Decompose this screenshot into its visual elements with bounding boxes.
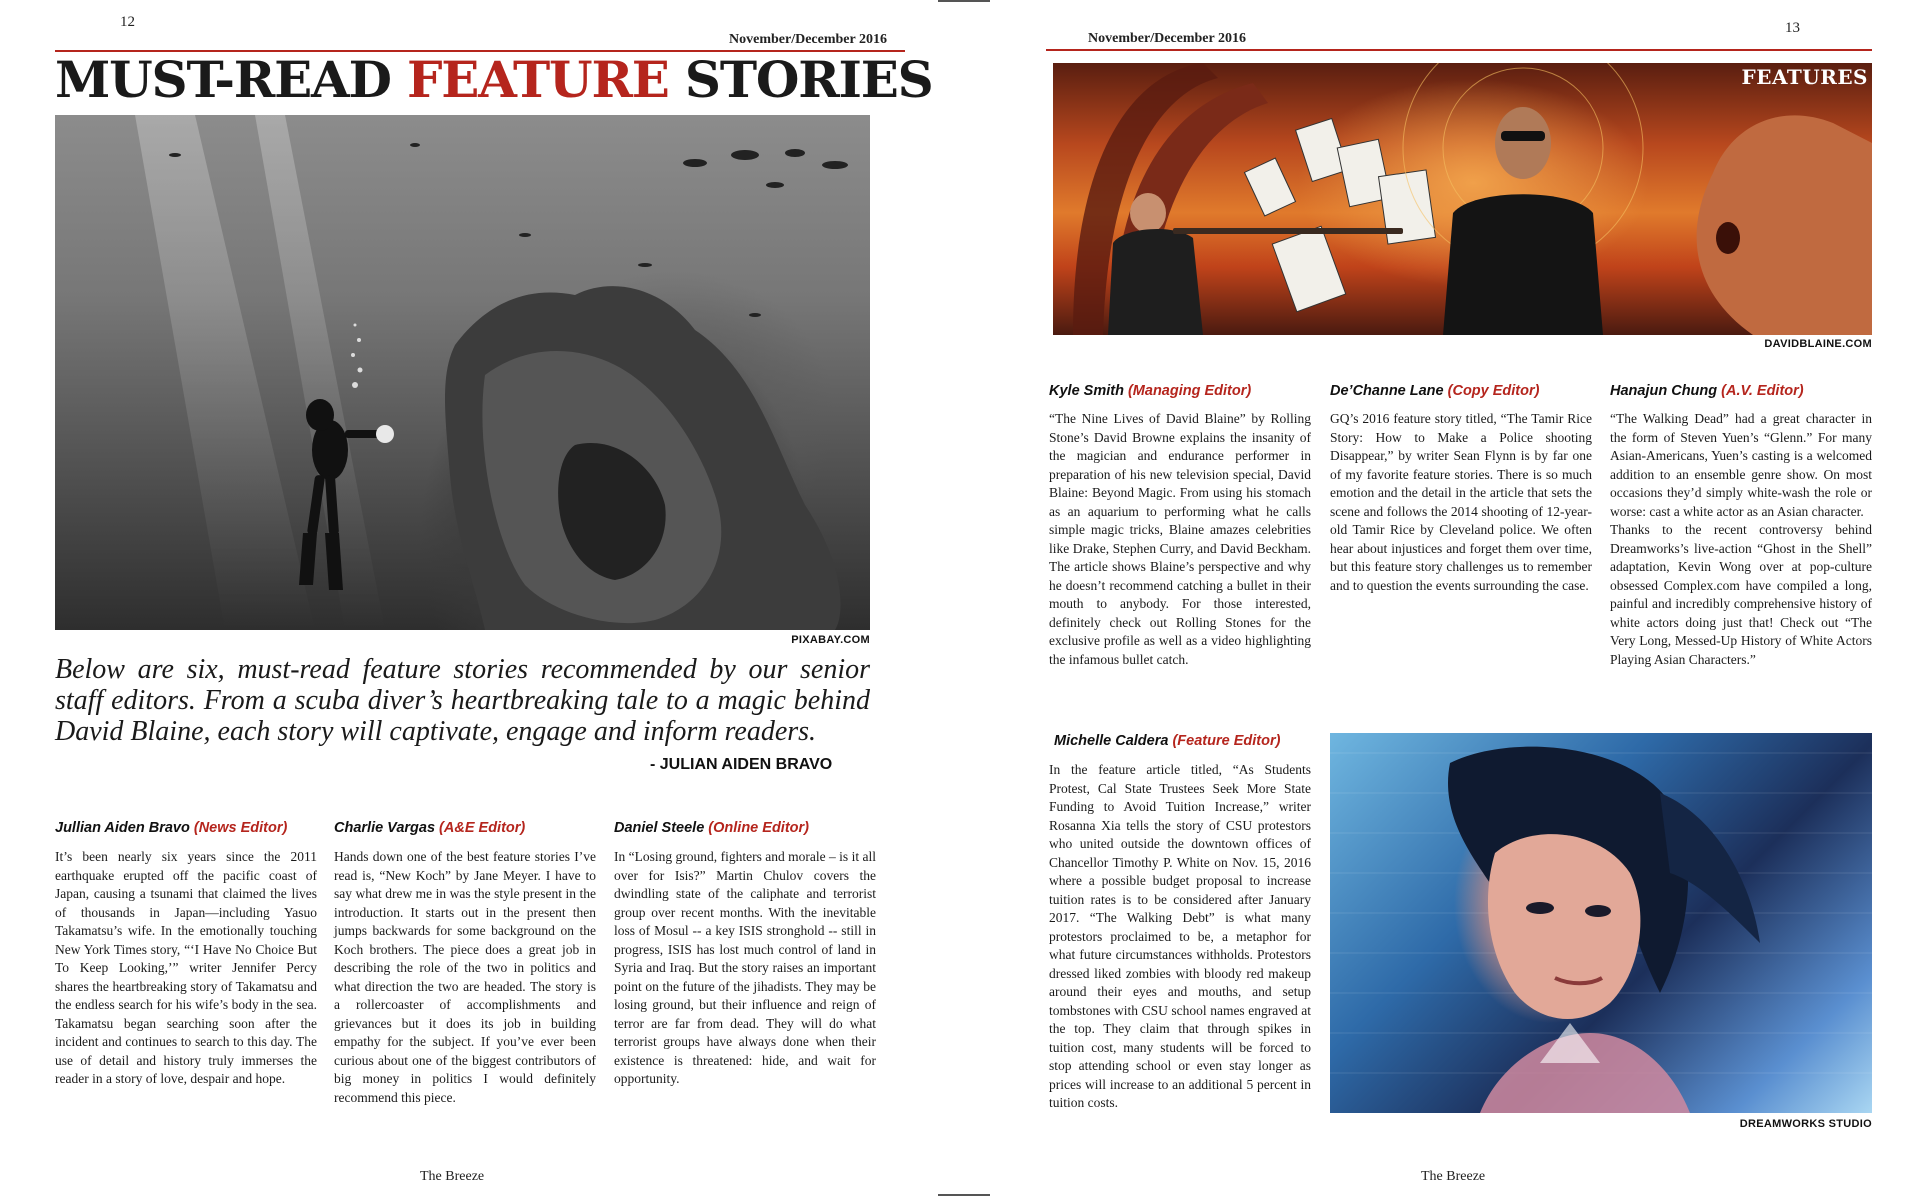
editor-name: De’Channe Lane [1330, 383, 1444, 399]
editor-role: (News Editor) [193, 820, 288, 836]
headline-part-2: FEATURE [406, 50, 669, 109]
headline-part-1: MUST-READ [55, 50, 407, 109]
scuba-diver-photo [55, 115, 870, 630]
editor-role: (Feature Editor) [1172, 733, 1281, 749]
intro-byline: - JULIAN AIDEN BRAVO [650, 756, 833, 773]
headline-part-3: STORIES [668, 50, 933, 109]
column-text-av-paragraph-1: “The Walking Dead” had a great character in the form of Steven Yuen’s “Glenn.” For many Asian-Americans, Yuen’s casting is a welcomed addition to an ensemble genre show. On most occasions they’d simply white-wash the role or worse: cast a white actor as an Asian character. [1610, 411, 1872, 519]
editor-name: Michelle Caldera [1054, 733, 1169, 749]
ghost-in-the-shell-photo [1330, 733, 1872, 1113]
editor-role: (A.V. Editor) [1721, 383, 1804, 399]
editor-name: Kyle Smith [1049, 383, 1124, 399]
footer-left: The Breeze [420, 1169, 485, 1184]
column-text-av [1610, 410, 1872, 669]
editor-name: Jullian Aiden Bravo [55, 820, 190, 836]
spine-mark-top [938, 0, 990, 2]
editor-name: Charlie Vargas [334, 820, 436, 836]
column-text-managing: “The Nine Lives of David Blaine” by Rolling Stone’s David Browne explains the insanity of the magician and endurance performer in preparation of his new television special, David Blaine: Beyond Magic. From using his stomach as an aquarium to performing what he calls simple magic tricks, Blaine amazes celebrities like Drake, Stephen Curry, and David Beckham. The article shows Blaine’s perspective and why he doesn’t recommend catching a bullet in their mouth to anybody. For those interested, definitely check out Rolling Stones for the exclusive profile as well as a video highlighting the infamous bullet catch. [1049, 411, 1311, 667]
page-number-left: 12 [120, 14, 135, 30]
photo-credit-blaine: DAVIDBLAINE.COM [1764, 338, 1872, 350]
column-heading-news [55, 820, 287, 836]
header-rule-right [1046, 49, 1872, 51]
david-blaine-banner [1053, 63, 1872, 335]
editor-name: Daniel Steele [614, 820, 705, 836]
ghost-in-the-shell-illustration [1330, 733, 1872, 1113]
column-text-av-paragraph-2: Thanks to the recent controversy behind Dreamworks’s live-action “Ghost in the Shell” adaptation, Kevin Wong over at pop-culture obsessed Complex.com have compiled a long, painful and incredibly comprehensive history of white actors doing just that! Check out “The Very Long, Messed-Up History of White Actors Playing Asian Characters.” [1610, 522, 1872, 667]
column-heading-managing [1049, 383, 1251, 399]
editor-role: (Copy Editor) [1447, 383, 1540, 399]
features-section-tag: FEATURES [1741, 65, 1868, 89]
issue-date-right: November/December 2016 [1088, 31, 1246, 46]
column-heading-ae [334, 820, 525, 836]
david-blaine-illustration [1053, 63, 1872, 335]
column-text-feature: In the feature article titled, “As Students Protest, Cal State Trustees Seek More State Funding to Avoid Tuition Increase,” writer Rosanna Xia tells the story of CSU protestors who united outside the downtown offices of Chancellor Timothy P. White on Nov. 15, 2016 where a possible budget proposal to increase tuition rates is to be considered after January 2017. “The Walking Debt” is what many protestors proclaimed to be, a metaphor for what future circumstances withholds. Protestors dressed liked zombies with bloody red makeup around their eyes and mouths, and setup tombstones with CSU school names engraved at the top. They claim that through spikes in tuition cost, many students will be forced to stop attending school or even stay longer as prices will increase to an additional 5 percent in tuition costs. [1049, 762, 1311, 1110]
intro-paragraph: Below are six, must-read feature stories recommended by our senior staff editors. From a scuba diver’s heartbreaking tale to a magic behind David Blaine, each story will captivate, engage and inform readers. [55, 654, 870, 747]
column-heading-av [1610, 383, 1804, 399]
scuba-diver-illustration [55, 115, 870, 630]
editor-role: (Online Editor) [708, 820, 809, 836]
column-text-ae: Hands down one of the best feature stories I’ve read is, “New Koch” by Jane Meyer. I have to say what drew me in was the style present in the introduction. It starts out in the present then jumps backwards for some background on the Koch brothers. The piece does a great job in describing the role of the two in politics and what direction the two are headed. The story is a rollercoaster of accomplishments and grievances but it does its job in building empathy for the subject. If you’ve ever been curious about one of the biggest contributors of big money in politics I would definitely recommend this piece. [334, 849, 596, 1105]
photo-credit-diver: PIXABAY.COM [791, 634, 870, 646]
column-text-copy: GQ’s 2016 feature story titled, “The Tamir Rice Story: How to Make a Police shooting Disappear,” by writer Sean Flynn is by far one of my favorite feature stories. There is so much emotion and the detail in the article that sets the scene and follows the 2014 shooting of 12-year-old Tamir Rice by Cleveland police. We often hear about injustices and forget them over time, but this feature story challenges us to remember and to question the events surrounding the case. [1330, 411, 1592, 593]
page-headline [55, 50, 933, 110]
editor-role: (Managing Editor) [1127, 383, 1252, 399]
photo-credit-ghost: DREAMWORKS STUDIO [1739, 1118, 1872, 1130]
column-text-news: It’s been nearly six years since the 2011 earthquake erupted off the pacific coast of Japan, causing a tsunami that claimed the lives of thousands in Japan—including Yasuo Takamatsu’s wife. In the emotionally touching New York Times story, “‘I Have No Choice But To Keep Looking,’” writer Jennifer Percy shares the heartbreaking story of Takamatsu and the endless search for his wife’s body in the sea. Takamatsu began searching soon after the incident and continues to search to this day. The use of detail and history truly immerses the reader in a story of love, despair and hope. [55, 849, 317, 1086]
footer-right: The Breeze [1421, 1169, 1486, 1184]
column-heading-online [614, 820, 809, 836]
column-heading-copy [1330, 383, 1539, 399]
column-heading-feature [1054, 733, 1280, 749]
editor-name: Hanajun Chung [1610, 383, 1718, 399]
page-number-right: 13 [1785, 20, 1800, 36]
editor-role: (A&E Editor) [439, 820, 526, 836]
issue-date-left: November/December 2016 [729, 32, 887, 47]
column-text-online: In “Losing ground, fighters and morale – is it all over for Isis?” Martin Chulov covers the dwindling state of the caliphate and terrorist group over recent months. With the inevitable loss of Mosul -- a key ISIS stronghold -- still in progress, ISIS has lost much control of land in Syria and Iraq. But the story raises an important point on the future of the jihadists. They may be losing ground, but their influence and reign of terror are far from dead. They will do what terrorist groups have always done when their existence is threatened: hide, and wait for opportunity. [614, 849, 876, 1086]
